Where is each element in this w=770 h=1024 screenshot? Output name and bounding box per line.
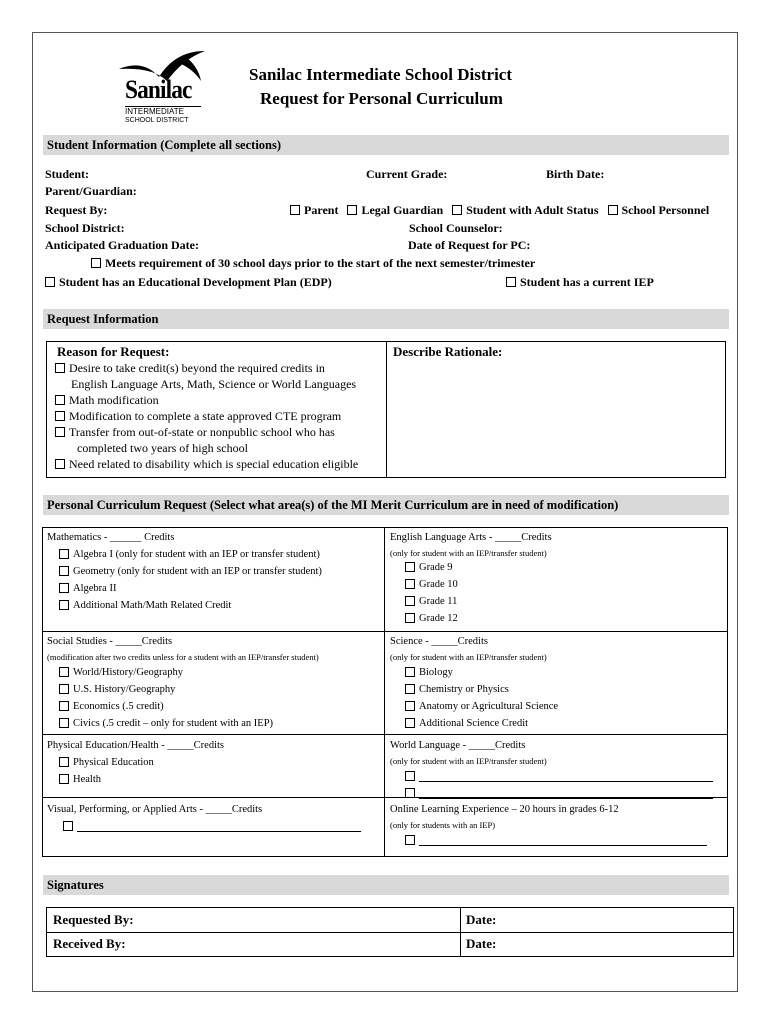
science-item[interactable]	[405, 701, 558, 712]
social-item-label: Economics (.5 credit)	[73, 701, 164, 712]
science-item-label: Biology	[419, 667, 453, 678]
reason-item-cte[interactable]	[55, 409, 341, 424]
reason-item-math[interactable]	[55, 393, 159, 408]
edp-checkbox[interactable]	[45, 277, 55, 287]
curriculum-row-divider	[43, 631, 727, 632]
reason-cte-checkbox[interactable]	[55, 411, 65, 421]
social-item[interactable]	[59, 718, 273, 729]
social-item-label: U.S. History/Geography	[73, 684, 176, 695]
birth-date-label: Birth Date:	[546, 167, 605, 181]
ela-item[interactable]	[405, 613, 458, 624]
science-item[interactable]	[405, 684, 509, 695]
reason-text: Transfer from out-of-state or nonpublic school who has	[69, 425, 335, 439]
science-checkbox[interactable]	[405, 684, 415, 694]
signatures-heading: Signatures	[43, 875, 729, 895]
arts-write-in[interactable]	[63, 821, 361, 832]
science-checkbox[interactable]	[405, 701, 415, 711]
ela-item-label: Grade 11	[419, 596, 458, 607]
reason-text: Math modification	[69, 393, 159, 407]
date-label[interactable]: Date:	[466, 936, 497, 951]
pe-item[interactable]	[59, 774, 101, 785]
pe-item[interactable]	[59, 757, 154, 768]
ela-item-label: Grade 9	[419, 562, 453, 573]
social-checkbox[interactable]	[59, 701, 69, 711]
iep-label: Student has a current IEP	[520, 275, 654, 289]
math-item[interactable]	[59, 566, 322, 577]
reason-item-additional-credits[interactable]	[55, 361, 325, 376]
math-item-label: Geometry (only for student with an IEP or transfer student)	[73, 566, 322, 577]
science-item[interactable]	[405, 667, 453, 678]
math-checkbox[interactable]	[59, 600, 69, 610]
curriculum-row-divider	[43, 734, 727, 735]
legal-guardian-checkbox[interactable]	[347, 205, 357, 215]
received-by-label[interactable]: Received By:	[53, 936, 126, 951]
science-checkbox[interactable]	[405, 718, 415, 728]
math-item-label: Algebra II	[73, 583, 117, 594]
adult-status-checkbox[interactable]	[452, 205, 462, 215]
social-note: (modification after two credits unless for a student with an IEP/transfer student)	[47, 652, 319, 662]
science-item[interactable]	[405, 718, 528, 729]
write-in-line[interactable]	[77, 831, 361, 832]
grad-date-label: Anticipated Graduation Date:	[45, 238, 199, 252]
reason-item-disability[interactable]	[55, 457, 358, 472]
ela-item-label: Grade 12	[419, 613, 458, 624]
social-title: Social Studies - _____Credits	[47, 636, 173, 647]
online-write-in[interactable]	[405, 835, 707, 846]
science-checkbox[interactable]	[405, 667, 415, 677]
reason-text: Need related to disability which is special education eligible	[69, 457, 359, 471]
online-note: (only for students with an IEP)	[390, 820, 496, 830]
world-language-write-in[interactable]	[405, 788, 713, 799]
parent-option-label: Parent	[304, 203, 339, 217]
science-note: (only for student with an IEP/transfer student)	[390, 652, 547, 662]
reason-item-transfer[interactable]	[55, 425, 335, 440]
science-item-label: Anatomy or Agricultural Science	[419, 701, 559, 712]
math-item[interactable]	[59, 600, 231, 611]
ela-item[interactable]	[405, 579, 458, 590]
social-item[interactable]	[59, 684, 175, 695]
world-language-write-in[interactable]	[405, 771, 713, 782]
social-checkbox[interactable]	[59, 684, 69, 694]
signature-row-divider	[47, 932, 733, 933]
reason-text: Modification to complete a state approved CTE program	[69, 409, 342, 423]
request-info-table	[46, 341, 726, 478]
ela-checkbox[interactable]	[405, 579, 415, 589]
edp-row	[45, 275, 332, 290]
math-checkbox[interactable]	[59, 566, 69, 576]
date-label[interactable]: Date:	[466, 912, 497, 927]
pe-item-label: Health	[73, 774, 101, 785]
school-district-label: School District:	[45, 221, 125, 235]
edp-label: Student has an Educational Development Plan (EDP)	[59, 275, 332, 289]
ela-checkbox[interactable]	[405, 596, 415, 606]
school-personnel-checkbox[interactable]	[608, 205, 618, 215]
logo-main-text: Sanilac	[125, 75, 192, 104]
iep-checkbox[interactable]	[506, 277, 516, 287]
write-in-line[interactable]	[419, 845, 707, 846]
logo-sub-text-1: INTERMEDIATE	[125, 107, 184, 116]
ela-checkbox[interactable]	[405, 562, 415, 572]
social-item[interactable]	[59, 667, 183, 678]
reason-disability-checkbox[interactable]	[55, 459, 65, 469]
request-by-options	[290, 203, 709, 218]
pe-title: Physical Education/Health - _____Credits	[47, 740, 225, 751]
parent-label: Parent/Guardian:	[45, 184, 137, 198]
write-in-line[interactable]	[419, 798, 713, 799]
signatures-table	[46, 907, 734, 957]
requested-by-label[interactable]: Requested By:	[53, 912, 134, 927]
adult-status-option-label: Student with Adult Status	[466, 203, 599, 217]
rationale-title: Describe Rationale:	[393, 344, 503, 359]
school-counselor-label: School Counselor:	[409, 221, 503, 235]
math-checkbox[interactable]	[59, 549, 69, 559]
student-info-heading: Student Information (Complete all sections)	[43, 135, 729, 155]
reason-text-continued: completed two years of high school	[77, 441, 248, 455]
district-title: Sanilac Intermediate School District	[249, 65, 512, 84]
curriculum-heading: Personal Curriculum Request (Select what area(s) of the MI Merit Curriculum are in need of modification)	[43, 495, 729, 515]
ela-item[interactable]	[405, 562, 453, 573]
reason-title: Reason for Request:	[57, 344, 170, 359]
world-language-title: World Language - _____Credits	[390, 740, 526, 751]
pe-checkbox[interactable]	[59, 757, 69, 767]
math-checkbox[interactable]	[59, 583, 69, 593]
world-language-checkbox[interactable]	[405, 788, 415, 798]
science-item-label: Chemistry or Physics	[419, 684, 509, 695]
form-page	[32, 32, 738, 992]
meets-requirement-label: Meets requirement of 30 school days prior to the start of the next semester/trimester	[105, 256, 536, 270]
reason-transfer-checkbox[interactable]	[55, 427, 65, 437]
arts-title: Visual, Performing, or Applied Arts - _____Credits	[47, 804, 263, 815]
math-title: Mathematics - ______ Credits	[47, 532, 175, 543]
district-logo	[113, 45, 213, 125]
student-label: Student:	[45, 167, 90, 181]
write-in-line[interactable]	[419, 781, 713, 782]
pe-checkbox[interactable]	[59, 774, 69, 784]
request-by-label: Request By:	[45, 203, 108, 217]
parent-checkbox[interactable]	[290, 205, 300, 215]
science-item-label: Additional Science Credit	[419, 718, 529, 729]
school-personnel-option-label: School Personnel	[621, 203, 710, 217]
science-title: Science - _____Credits	[390, 636, 488, 647]
meets-requirement-row	[91, 256, 535, 271]
social-item-label: World/History/Geography	[73, 667, 183, 678]
form-title: Request for Personal Curriculum	[260, 89, 503, 108]
reason-math-checkbox[interactable]	[55, 395, 65, 405]
ela-item[interactable]	[405, 596, 457, 607]
request-date-label: Date of Request for PC:	[408, 238, 531, 252]
math-item[interactable]	[59, 549, 320, 560]
arts-checkbox[interactable]	[63, 821, 73, 831]
online-title: Online Learning Experience – 20 hours in grades 6-12	[390, 804, 619, 815]
pe-item-label: Physical Education	[73, 757, 154, 768]
social-item[interactable]	[59, 701, 164, 712]
social-checkbox[interactable]	[59, 718, 69, 728]
online-checkbox[interactable]	[405, 835, 415, 845]
ela-item-label: Grade 10	[419, 579, 458, 590]
reason-text-continued: English Language Arts, Math, Science or World Languages	[71, 377, 357, 391]
reason-additional-credits-checkbox[interactable]	[55, 363, 65, 373]
meets-requirement-checkbox[interactable]	[91, 258, 101, 268]
curriculum-divider	[384, 528, 385, 856]
math-item-label: Additional Math/Math Related Credit	[73, 600, 232, 611]
reason-text: Desire to take credit(s) beyond the required credits in	[69, 361, 325, 375]
iep-row	[506, 275, 654, 290]
ela-note: (only for student with an IEP/transfer student)	[390, 548, 547, 558]
social-item-label: Civics (.5 credit – only for student with an IEP)	[73, 718, 274, 729]
ela-title: English Language Arts - _____Credits	[390, 532, 552, 543]
math-item[interactable]	[59, 583, 116, 594]
legal-guardian-option-label: Legal Guardian	[361, 203, 444, 217]
logo-sub-text-2: SCHOOL DISTRICT	[125, 117, 189, 124]
math-item-label: Algebra I (only for student with an IEP or transfer student)	[73, 549, 320, 560]
world-language-note: (only for student with an IEP/transfer student)	[390, 756, 547, 766]
current-grade-label: Current Grade:	[366, 167, 448, 181]
world-language-checkbox[interactable]	[405, 771, 415, 781]
ela-checkbox[interactable]	[405, 613, 415, 623]
social-checkbox[interactable]	[59, 667, 69, 677]
request-info-divider	[386, 342, 387, 477]
curriculum-table	[42, 527, 728, 857]
request-info-heading: Request Information	[43, 309, 729, 329]
